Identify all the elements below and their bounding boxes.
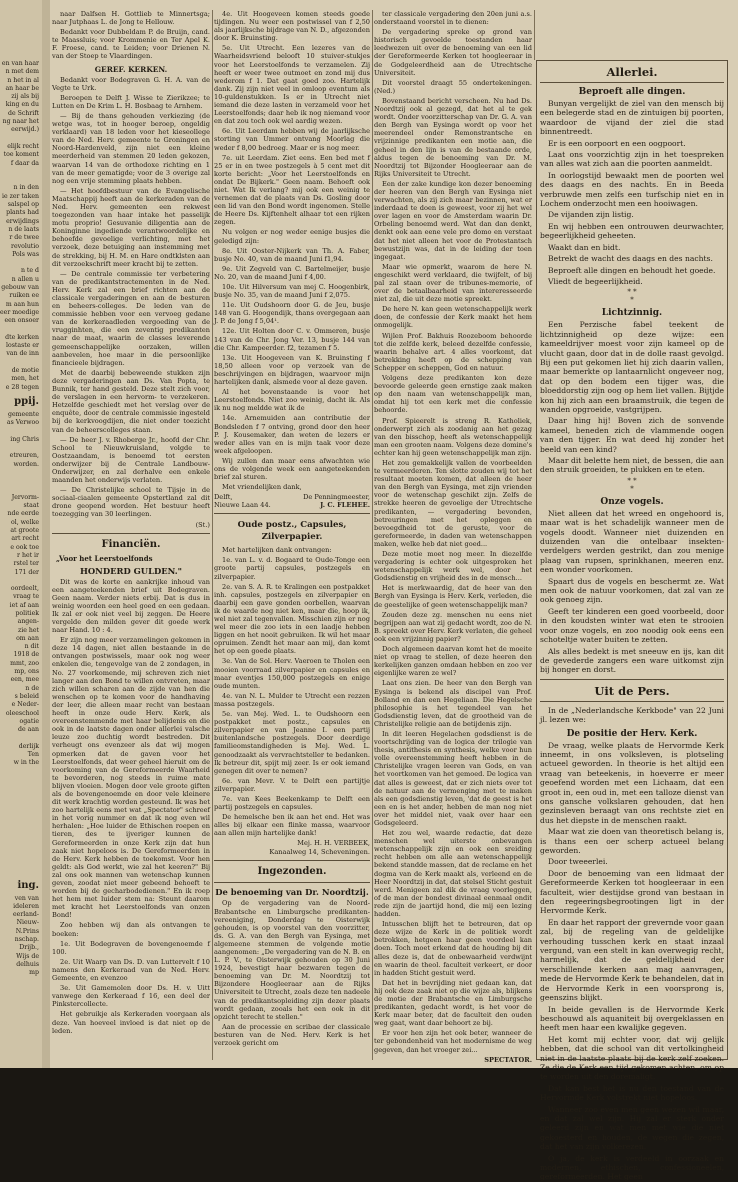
- margin-text-fragment: n in den: [13, 184, 39, 192]
- margin-text-fragment: w in the: [13, 759, 39, 767]
- margin-text-fragment: [0, 168, 42, 176]
- paragraph: 6e. Uit Leerdam hebben wij de jaarlijksche storting van Ummer ontvang Moorlag die weder f 8,00 bedroeg. Maar er is nog meer.: [214, 127, 370, 152]
- paragraph: Er zijn nog meer verzamelingen gekomen in deze 14 dagen, niet allen bestaande in de ontvangen postwissels, maar ook nog weer enkelen die, tengevolge van de 2 zondagen, in No. 27 voorkomende, mij schreven zich niet langer aan den Bond te willen ontvreten, maar zich willen scharen aan de zijde van hen die wenschen op te komen voor de handhaving der leer, die alleen maar recht van bestaan heeft in onze oude Herv. Kerk, als overeenstemmende met haar belijdenis en die ook in de laatste dagen onder allerlei valsche leuze zoo duchtig wordt bestreden. Dit verheugt ons evenzeer als dat wij mogen opmerken dat de gaven voor het Leerstoelfonds, dat weer geheel hieruit om de voorkoming van de Gereformeerde Waarheid te bevorderen, nog steeds in ruime mate blijven vloeien. Mogen door vele groote giften als de bovengenoemde en door vele kleinere dit werk krachtig worden gesteund. Ik was het zoo hartelijk eens met wat „Spectator" schreef in het vorig nummer en dat ik nog even wil herhalen: „Hoe luider de Ethischen roepen en tieren, des te ijveriger kunnen de Gereformeerden in onze Kerk zijn dat hun zaak niet hopeloos is. De Gereformeerden in de Herv. Kerk hebben de toekomst. Voor hen geldt: als God werkt, wie zal het keeren?" Bij zal ons ook mannen van wetenschap kunnen geven, zoodat niet meer gebeend behoeft te worden bij de gecharbodedienen." En ik roep het hem met luider stem na: Steunt daarom met kracht het Leerstoelfonds van onzen Bond!: [52, 636, 210, 920]
- margin-text-fragment: van de inn: [6, 350, 39, 358]
- margin-text-fragment: [0, 817, 42, 825]
- margin-text-fragment: ven van: [14, 894, 39, 902]
- margin-text-fragment: eerland-: [13, 911, 39, 919]
- quote-line: „Voor het Leerstoelfonds: [56, 553, 153, 563]
- page-fold: [42, 0, 50, 1068]
- signature-row: [214, 493, 370, 501]
- margin-text-fragment: salspel op: [7, 201, 39, 209]
- paragraph: In dit leeren Hegelachen godsdienst is de voortschrijding van de logica der trilogie van thesis, antithesis en synthesis, welke voor hun volle overeenstemming heeft hebben in de Christelijke vragen leeren van Gods, en van het voortkomen van het gemoed. De logica van dat alles is geweest, dat er zich niets over tot de natuur aan de vermenging met te maken als een godsdienstig leven, 'dat de geest is het een en is het ander, hebben de man nog niet over het middel niet, vaak over haar een Godsgeleerd.: [374, 729, 532, 827]
- margin-text-fragment: Ten: [27, 751, 39, 759]
- paragraph: Zouden deze zg. menschen nu eens niet begrijpen aan wat zij gedacht wordt, zoo de N. B. spreekt over Herv. Kerk verlaten, die geheel ook een vrijzinnig papier?: [374, 610, 532, 643]
- article-heading-positie: De positie der Herv. Kerk.: [566, 728, 698, 739]
- paragraph: Met de daarbij bebeweende stukken zijn deze vergaderingen aan Ds. Van Popta, te Bunnik, ter hand gesteld. Deze stelt zich voor, de verslagen in een hervorm- te verzekeren. Hetzelfde geschiedt met het verslag over de enquête, door de centrale commissie ingesteld bij de kerkvoogdijen, die niet onder toezicht van de beheerscolleges staan.: [52, 368, 210, 434]
- margin-text-fragment: n allen u: [11, 275, 39, 283]
- paragraph: Wijlen Prof. Bakhuis Roozeboom behoorde tot die zelfde kerk, beleed dezelfde confessie, waarin behalve art. 4 alles voorkomt, dat betrekking heeft op de schepping van Schepper en scheppen, God en natuur.: [374, 331, 532, 372]
- paragraph: 6e. van Mevr. V. te Delft een partijtje zilverpapier.: [214, 776, 370, 793]
- paragraph: Maar wie opmerkt, waarom de here N. engeschikt werd verklaard, die twijfelt, of bij pal zal staan over de tribunes-memorie, of over de betaalbaarheid van intereresseerde niet zal, die uit deze motie spreekt.: [374, 262, 532, 304]
- margin-text-fragment: [0, 469, 42, 477]
- margin-text-fragment: oordeelt,: [10, 585, 39, 593]
- column-rule: [534, 10, 535, 60]
- margin-text-fragment: Jervorm-: [11, 493, 39, 501]
- paragraph: — Bij de thans gehouden verkiezing (de wetge was, tot in hooger beroep, ongeldig verklaard) van 18 leden voor het kieseollege van de Ned. Herv. gemeente te Groningen en Noord-Hardenveld, zijn niet een kleine meerderheid van stemmen 20 leden gekozen, waarvan 14 van de orthodoxe richting en 1 van de meer gematigde; voor de 3 overige zal nog een vrije stemming plaats hebben.: [52, 111, 210, 185]
- margin-text-fragment: [0, 842, 42, 850]
- paragraph: Het gebruikje als Kerkeraden voorgaan als deze. Van hoeveel invloed is dat niet op de leden.: [52, 1010, 210, 1035]
- article-heading-onze-vogels: Onze vogels.: [600, 496, 664, 507]
- paragraph: Bedankt voor Dubbeldam P. de Bruijn, cand. te Maassluis; voor Krommenie en Ter Apel K. F. Froese, cand. te Leiden; voor Drienen N. van der Stoep te Vlaardingen.: [52, 28, 210, 61]
- margin-text-fragment: [0, 577, 42, 585]
- signature: (St.): [195, 520, 210, 529]
- pers-intro: In de „Nederlandsche Kerkbode" van 22 Juni jl. lezen we:: [540, 705, 724, 725]
- margin-text-fragment: [0, 784, 42, 792]
- paragraph: Het zou gemakkelijk vallen de voorbeelden te vermeerderen. Ten slotte zouden wij tot het resultaat moeten komen, dat alleen de heer van den Bergh van Eysinga, met zijn vrienden voor de wetenschap geschikt zijn. Zelfs de strekke heeren de gevoelige der Utrechtsche predikanten, — vergadering bevonden, betreuringen met het opleggen en bevoegdheid tot de geruste, voor de gereformeerde, in daden van wetenschappen maken, welke heb dat niet goed...: [374, 458, 532, 548]
- paragraph: 7e. uit Leerdam. Ziet eens. Een bed met f 25 er in en twee postzegels à 5 cent met dit korte bericht: „Voor het Leerstoelfonds en ondat De Bijkerk." Geen naam. Behoeft ook niet. Wat Ik verlang? mij ook een weinig te vernemen dat de plaats van Ds. Gosling door een lid van den Bond wordt ingenomen. Stelle de Heere Ds. Kijftenhelt alhaar tot een rijken zegen.: [214, 153, 370, 227]
- paragraph: Waakt dan en bidt.: [548, 242, 621, 252]
- section-heading-ingezonden: Ingezonden.: [257, 866, 327, 878]
- separator-stars: * * *: [627, 476, 637, 493]
- margin-text-fragment: [0, 477, 42, 485]
- paragraph: 4e. van N. L. Mulder te Utrecht een rezzen massa postzegels.: [214, 691, 370, 708]
- column-rule: [212, 10, 213, 1060]
- signature-title: De Penningmeester,: [303, 493, 370, 502]
- paragraph: Spaart dus de vogels en beschermt ze. Wat men ook de natuur voorkomen, dat zal van ze ook genoeg zijn.: [540, 576, 724, 605]
- paragraph: 2e. van S. A. R. te Kralingen een postpakket inh. capsules, postzegels en zilverpapier en daarbij een gave gonden oorbellen, waarvan ik de waarde nog niet ken, maar die, hoop ik, wel niet zal tegenvallen. Misschien zijn er nog wel meer die zoo iets in een laadje hebben liggen en het nooit gebruiken. Ik wil het maar opruimen. Zendt het maar aan mij, dan komt het op een goede plaats.: [214, 582, 370, 656]
- paragraph: Al het bovenstaande is voor het Leerstoelfonds. Niet zoo weinig, dacht ik. Als ik nu nog meldde wat ik de: [214, 388, 370, 413]
- margin-text-fragment: [0, 176, 42, 184]
- margin-text-fragment: r de twee: [9, 234, 39, 242]
- signature-address: Kanaalweg 14, Scheveningen.: [269, 848, 370, 857]
- paragraph: Vliedt de begeerlijkheid.: [548, 276, 643, 286]
- financien-text: [52, 578, 210, 1035]
- paragraph: Intusschen blijft het te betreuren, dat op deze wijze de Kerk in de politiek wordt betrokken, hetgeen haar geen voordeel kan doen. Toch moet erkend dat de houding bij dit alles deze is, dat de onbewaarheid verdwijnt en waarin de theol. faculteit verkeert, er door in hadden Sticht gestuit werd.: [374, 920, 532, 977]
- paragraph: Geeft ter kinderen een goed voorbeeld, door in den koudsten winter wat eten te strooien voor onze vogels, en zoo noodig ook eens een schoteltje water buiten te zetten.: [540, 606, 724, 645]
- margin-text-fragment: om aan: [16, 634, 39, 642]
- margin-text-fragment: dte kerken: [5, 333, 39, 341]
- paragraph: Er voor hen zijn het ook beter, wanneer de ter gebondenheid van het modernisme de weg gegeven, dan het vroeger zei...: [374, 1029, 532, 1054]
- margin-text-fragment: rstel ter: [13, 560, 39, 568]
- margin-text-fragment: [0, 135, 42, 143]
- article-heading-lichtzinnig: Lichtzinnig.: [601, 308, 663, 319]
- article-heading-beproeft: Beproeft alle dingen.: [578, 87, 686, 97]
- margin-text-fragment: etreuren,: [9, 452, 39, 460]
- paragraph: 10e. Uit Hilversum van mej C. Hoogenbirk, busje No. 35, van de maand Juni f 2,075.: [214, 283, 370, 300]
- margin-text-fragment: [0, 834, 42, 842]
- paragraph: Dat kan best het is nu den toestand van de Hervormde Kerk volstrekt niet hopeloos.: [540, 1083, 724, 1103]
- margin-text-fragment: e 28 tegen: [5, 383, 39, 391]
- paragraph: Door tweeerlei.: [548, 857, 608, 867]
- margin-text-fragment: eer moedige: [0, 308, 40, 316]
- margin-text-fragment: as Verwoo: [6, 419, 39, 427]
- section-heading-allerlei: Allerlei.: [606, 65, 658, 79]
- margin-heading-fragment: ing.: [17, 879, 39, 891]
- paragraph: Op de vergadering van de Noord-Brabantsche en Limburgsche predikanten-vereeniging, Donderdag te Oisterwijk gehouden, is op voorstel van den voorzitter, ds. G. A. van den Bergh van Eysinga, met algemeene stemmen de volgende motie aangenomen: „De vergadering van de N. B. en L. P. V., te Oisterwijk gehouden op 30 Juni 1924, bevestigt haar bezwaren tegen de benoeming van Dr. M. Noordtzij tot Bijzondere Hoogleeraar aan de Rijks Universiteit te Utrecht, zoals deze ten nadeele van de predikantsopleiding zijn dezer plaats wordt gedaan, zooals het een ook in dit opzicht terecht te stellen.": [214, 899, 370, 1021]
- geref-kerken-text: [52, 76, 210, 519]
- paragraph: Maar dit belette hem niet, de bessen, die aan den struik groeiden, te plukken en te eten.: [540, 456, 724, 475]
- paragraph: 7e. van Kees Beekenkamp te Delft een partij postzegels en capsules.: [214, 794, 370, 812]
- margin-text-fragment: delhuis: [16, 960, 39, 968]
- paragraph: Met vriendelijken dank,: [222, 483, 302, 492]
- paragraph: De hemelsche ben ik aan het end. Het was alles bij elkaar een flinke massa, waarvoor aan allen mijn hartelijke dank!: [214, 813, 370, 838]
- margin-text-fragment: art recht: [11, 535, 39, 543]
- margin-text-fragment: [0, 801, 42, 809]
- oude-postzegels-text: [214, 546, 370, 837]
- divider: [214, 882, 370, 883]
- paragraph: 12e. Uit Holten door C. v. Ommeren, busje 143 van de Chr. Jong Ver. 13, busje 144 van die Chr. Kampeerder. f2, tezamen f 5.: [214, 327, 370, 352]
- margin-text-fragment: n het in al: [7, 76, 39, 84]
- paragraph: Het is merkwaardig, dat de heer van den Bergh van Eysinga is Herv. Kerk, verleden, die de geestelijke of geen wetenschappelijk man?: [374, 584, 532, 609]
- paragraph: 5e. Uit Utrecht. Een lezeres van de Waarheidsvriend belooft 10 stuiver-stukjes voor het Leerstoelfonds te verzamelen. Zij heeft er weer twee outmoet en zond mij dus wederom f 1. Dat gaat goed zoo. Hartelijk dank. Zij zijn niet veel in omloop eventum als 10-guldenstukken. Is er in Utrecht niet iemand die deze lasten in verzameld voor het Leerstoelfonds; daar heb ik nog niemand voor en dat zou toch ook wel aardig wezen.: [214, 44, 370, 126]
- margin-text-fragment: [0, 259, 42, 267]
- margin-text-fragment: de motie: [11, 366, 39, 374]
- margin-text-fragment: ing Chris: [10, 435, 39, 443]
- positie-text: [540, 741, 724, 1182]
- paragraph: Door de benoeming van een lidmaat der Gereformeerde Kerken tot hoogleeraar in een faculteit, wier destijdse grond van bestaan in den regeeringsbegrootingen ligt in der Hervormde Kerk.: [540, 868, 724, 916]
- margin-text-fragment: 171 der: [14, 568, 39, 576]
- margin-text-fragment: gebouw van: [1, 284, 39, 292]
- margin-text-fragment: Wijs de: [16, 952, 39, 960]
- column-rule: [372, 10, 373, 1060]
- noordtzij-continued-text: [374, 10, 532, 1054]
- margin-text-fragment: mp: [29, 969, 39, 977]
- section-heading-uit-de-pers: Uit de Pers.: [594, 683, 670, 698]
- margin-text-fragment: toe koment: [3, 151, 39, 159]
- margin-text-fragment: angen-: [17, 618, 39, 626]
- margin-text-fragment: [0, 851, 42, 859]
- paragraph: 13e. Uit Hoogeveen van K. Bruinsting f 18,50 alleen voor op verzoek van de beschrijvingen en bijdragen, waarvoor mijn hartelijken dank, alsmede voor al deze gaven.: [214, 353, 370, 387]
- margin-text-fragment: staat: [23, 502, 39, 510]
- margin-text-fragment: e Neder-: [11, 701, 39, 709]
- column-2: [214, 10, 370, 1060]
- margin-text-fragment: Drijb.,: [19, 944, 39, 952]
- divider: [540, 679, 724, 680]
- signature-row: [214, 501, 370, 509]
- margin-text-fragment: [0, 809, 42, 817]
- section-heading-oude-postzegels: Oude postz., Capsules, Zilverpapier.: [237, 520, 347, 543]
- paragraph: 4e. Uit Hoogeveen komen steeds goede tijdingen. Nu weer een postwissel van f 2,50 als jaarlijksche bijdrage van N. D., afgezonden door K. Bruinsting.: [214, 10, 370, 43]
- margin-text-fragment: de aan: [18, 726, 39, 734]
- margin-text-fragment: lostaste er: [6, 342, 39, 350]
- paragraph: Het komt mij echter voor, dat wij gelijk hebben, dat die school van dit vertolkingheid niet in de laatste plaats bij de kerk zelf zoeken. Ze die de Kerk een tijd gekomen achten, om op te worden uit den doremaligt.: [540, 1034, 724, 1082]
- margin-text-fragment: N.Prins: [15, 927, 39, 935]
- margin-text-fragment: s beleid: [14, 692, 39, 700]
- margin-text-fragment: [0, 768, 42, 776]
- divider: [214, 513, 370, 514]
- margin-text-fragment: een, mee: [10, 676, 39, 684]
- paragraph: — Het hoofdbestuur van de Evangelische Maatschappij heeft aan de kerkeraden van de Ned. Herv. gemeenten een rekwest toegezonden van haar intake het passelijk motu proprio! Gesuvanie diligentia aan de Koninginne ingediende verantwoordelijke en behoefde gevoelige verlichting, met het verzoek, deze betuiging aan instemming met de strekking, bij H. M. en Hare ondtklsten aan dit verzoekschrift meer kracht bij te zetten.: [52, 186, 210, 268]
- column-3: [374, 10, 532, 1064]
- signature-spectator: SPECTATOR.: [484, 1055, 532, 1064]
- paragraph: Dat het in bevrijding niet gedaan kan, dat hij ook deze zaak niet op die wijze als, blijkens de motie der Brabantsche en Limburgsche predikanten, gedacht wordt, is het voor de Kerk maar beter, dat de faculteit den ouden weg gaat, want daar behoort ze bij.: [374, 978, 532, 1028]
- paragraph: In oorlogstijd bewaakt men de poorten wel des daags en des nachts. En in Beeda verbruwde men zelfs een turfschip niet en in Lochem onderzocht men een hooiwagen.: [540, 170, 724, 209]
- margin-text-fragment: vraag te: [13, 593, 39, 601]
- signature-place: Delft,: [214, 493, 233, 502]
- margin-text-fragment: ogatie: [19, 717, 39, 725]
- margin-text-fragment: king en du: [5, 101, 39, 109]
- paragraph: — De heer J. v. Rhoberge Jr., hoofd der Chr. School te Nieuwkruisland, volgde te Oostzaandam, is benoemd tot eersten onderwijzer bij de Centrale Landbouw-Onderwijzer, en zal derhalve een enkele maanden het onderwijs verlaten.: [52, 435, 210, 485]
- paragraph: Laat ons voorzichtig zijn in het toespreken van alles wat zich aan die poorten aanmeldt.: [540, 150, 724, 169]
- paragraph: naar Dalfsen H. Gottlieb te Minnertsga; naar Jutphaas L. de Jong te Hellouw.: [52, 10, 210, 27]
- paragraph: Niet alleen dat het wreed en ongehoord is, maar wat is het schadelijk wanneer men de vogels doodt. Wanneer niet duizenden en duizenden van die ontelbaar insekten- verdelgers werden gestrikt, dan zou menige plaag van rupsen, sprinkhanen, meeren enz. een wonder voorkomen.: [540, 508, 724, 575]
- margin-text-fragment: at groote: [10, 527, 39, 535]
- signature-address: Nieuwe Laan 44.: [214, 501, 271, 510]
- divider: [214, 860, 370, 861]
- section-heading-financien: Financiën.: [101, 538, 161, 550]
- margin-text-fragment: politiek: [15, 610, 39, 617]
- beproeft-text: [540, 99, 724, 286]
- paragraph: Aan de processie en scribae der classicale besturen van de Ned. Herv. Kerk is het verzoek gericht om: [214, 1022, 370, 1048]
- paragraph: Bedankt voor Bodegraven G. H. A. van de Vegte te Urk.: [52, 75, 210, 92]
- paragraph: 1e. van L. v. d. Bogaard te Oude-Tonge een groote partij capsules, postzegels en zilverpapier.: [214, 556, 370, 581]
- paragraph: Laat ons zien. De heer van den Bergh van Eysinga is bekend als discipel van Prof. Bolland en dan een Hegeliaan. Die Hegelsche philosophie is het tegendeel van het Godsdienstig leven, dat de grootheid van de Christelijke religie aan de betijdenis zijn.: [374, 679, 532, 728]
- paragraph: — De centrale commissie ter verbetering van de predikantstractementen in de Ned. Herv. Kerk zal een brief richten aan de classicale vergaderingen en aan de besturen en beheers-colleges. De leden van de commissie hebben voor een vervoeg gedane van de kerkeraadleden vergoeding van de vrugginhten, die een zeventig predikanten naar de maat, waarin de classes leverende gemeenschappelijke oorzaken, willen aanbevelen, hoe maar in die persoonlijke financieele bijdragen.: [52, 269, 210, 367]
- column-1: [52, 10, 210, 1060]
- margin-text-fragment: 1918 de: [13, 651, 39, 659]
- margin-text-fragment: zij als bij: [11, 93, 39, 101]
- margin-text-fragment: f daar da: [10, 159, 39, 167]
- paragraph: Het zou wel, waarde redactie, dat deze menschen wel uiterste onbevangen wetenschappelijk zijn en ook een sreiding recht hebben om alle aan wetenschappelijk bekend standde massen, dat de reclame en het dogma van de Kerk maakt als, verleend en de Heer Noordtzij in dat, dat stelsel Sticht gestuit werd. Menigeen zal dik de vraag voorleggen, of de man der bondest divinaal eenmaal ondit rede zijn de jaartijd hond, die mij een lezing hadden.: [374, 829, 532, 919]
- paragraph: Bovenstaand bericht verscheen. Nu had Ds. Noordtzij ook al gezegd, dat het al te gek wordt. Onder voorzitterschap van Dr. G. A. van den Bergh van Eysinga wordt op voor het meerendeel onder Remonstrantsche en vrijzinnige predikanten een motie aan, die geheel in den lijn is van de bestaande orde, aldus tegen de benoeming van Dr. M. Noordtzij tot Bijzonder Hoogleeraar aan de Rijks Universiteit te Utrecht.: [374, 96, 532, 178]
- paragraph: Een Perzische fabel teekent de lichtzinnigheid op deze wijze: een kameeldrijver moest voor zijn kameel op de vlucht gaan, door dat in de dolle raast gevolgd. Bij een put gekomen liet hij zich daarin vallen, maar bemerkte op lantaarnlicht ongeveer nog, dat op den bodem een tijger was, die bloeddorstig zijn oog op hem liet vallen. Bijtjde kon hij zich aan een braamstruik, die tegen de wanden opgroeide, vastgrijpen.: [540, 320, 724, 414]
- margin-text-fragment: [0, 826, 42, 834]
- paragraph: 8e. Uit Ooster-Nijkerk van Th. A. Faber, busje No. 40, van de maand Juni f1,94.: [214, 246, 370, 263]
- margin-text-fragment: iet af aan: [9, 601, 39, 609]
- paragraph: Daar hing hij! Boven zich de sonvende kameel, beneden zich de vlammende oogen van den tijger. En wat deed hij zonder het beeld van een kind?: [540, 416, 724, 454]
- margin-text-fragment: n dit: [24, 643, 39, 651]
- margin-text-fragment: ie zer taken: [1, 192, 39, 200]
- margin-text-fragment: Nieuw-: [16, 919, 39, 927]
- margin-text-fragment: nde eerde: [7, 510, 39, 518]
- margin-text-fragment: [0, 444, 42, 452]
- margin-text-fragment: worden.: [13, 460, 39, 468]
- paragraph: Dit voorstel draagt 55 ondertekeningen. (Ned.): [374, 78, 532, 95]
- paragraph: De vraag, welke plaats de Hervormde Kerk inneemt, in ons volksleven, is plotseling actueel geworden. In theorie is het altijd een vraag van beteekenis, in hoeverre er meer geoefend worden met een Lichaam, dat een groot in, een oud in, met een talloze dienst van ons gansche volkslaren gehouden, dat hen gezinsleven beraagt van ons rechtste ziet en dus het diepste in de menschen raakt.: [540, 740, 724, 825]
- margin-text-fragment: [0, 486, 42, 494]
- paragraph: Volgens deze predikanten kon deze bevoorde geleerde geen ernstige zaak maken op den naam van wetenschappelijk man, omdat hij tot een kerk met die confessie behoorde.: [374, 374, 532, 415]
- paragraph: Wanneer zoo even men geen wezen wil maar, en dat zal wel zijn. Hij zal er sterk onder geleerd zijn en wat men met wie die niet gekoesterd en houden, de wegen die zegen, dat het van zijn volkerezen.: [540, 1104, 724, 1152]
- margin-text-fragment: n met dem: [5, 68, 39, 76]
- margin-text-fragment: erwijdings: [6, 217, 39, 225]
- paragraph: Doch algemeen daarvan komt het de moeite niet op vraag te stellen, of deze heeren den kerkelijken ganzen omdaan hebben en zoo ver eigenlijke waren ze wel?: [374, 645, 532, 678]
- column-4-allerlei: [536, 60, 728, 1182]
- separator-stars: * * *: [627, 288, 637, 305]
- paragraph: Bunyan vergelijkt de ziel van den mensch bij een belegerde stad en de zintuigen bij poorten, waardoor de vijand der ziel die stad binnentreedt.: [540, 99, 724, 137]
- margin-text-fragment: m aan hun: [5, 300, 39, 308]
- paragraph: Als alles bedekt is met sneeuw en ijs, kan dit de gevederde zangers een ware uitkomst zijn bij honger en dorst.: [540, 646, 724, 675]
- onze-vogels-text: [540, 509, 724, 675]
- margin-text-fragment: mp, ons: [14, 668, 39, 676]
- margin-text-fragment: revolutio: [11, 242, 39, 250]
- paragraph: Betrekt de wacht des daags en des nachts.: [548, 254, 713, 264]
- margin-text-fragment: oleeschool: [5, 709, 39, 717]
- margin-text-fragment: [0, 793, 42, 801]
- margin-text-fragment: ng naar het: [2, 118, 39, 126]
- intro-section: [52, 10, 210, 61]
- margin-text-fragment: [0, 326, 42, 334]
- paragraph: De vergadering spreke op grond van historisch gevoelde toestanden haar leedwezen uit over de benoeming van een lid der Gereformeerde Kerken tot hoogleeraar in de Godgeleerdheid aan de Utrechtsche Universiteit.: [374, 28, 532, 77]
- margin-text-fragment: [0, 359, 42, 367]
- margin-text-fragment: een onsoer: [4, 317, 39, 325]
- paragraph: 2e. Uit Waarp van Ds. D. van Luttervelt f 10 namens den Kerkeraad van de Ned. Herv. Gemeente, en evenzoo: [52, 957, 210, 983]
- paragraph: Zoo hebben wij dan als ontvangen te boeken:: [52, 921, 210, 938]
- paragraph: 3e. Uit Gamemolen door Ds. H. v. Uitt vanwege den Kerkeraad f 16, een deel der Pinkstercollecte.: [52, 984, 210, 1009]
- margin-text-fragment: de Schrift: [8, 109, 39, 117]
- divider: [540, 82, 724, 83]
- gifts-list: [214, 10, 370, 491]
- margin-text-fragment: men, het: [11, 375, 39, 383]
- paragraph: ter classicale vergadering den 20en juni a.s. onderstaand voorstel in te dienen:: [374, 10, 532, 27]
- margin-text-fragment: mmt, zoo: [10, 659, 39, 667]
- signature-name: J. C. FLEHEE.: [320, 501, 370, 510]
- paragraph: Deze motie moet nog meer. In diezelfde vergadering is echter ook uitgesproken het wetenschappelijk werk wel, door het Godsdienstig en vrijheid des in de mensch...: [374, 550, 532, 583]
- margin-text-fragment: n te d: [20, 267, 39, 275]
- paragraph: 5e. van Mej. Wed. L. te Oudshoorn een postpakket met postz., capsules en zilverpapier en van Jeanne I. een partij buitenlandsche postzegels. Door deerdige familieomstandigheden is Mej. Wed. L. genoodzaakt als vervrachtsteller te bedanken. Ik betreur dit, spijt mij zeer. Is er ook iemand genegen dit over te nemen?: [214, 710, 370, 775]
- margin-text-fragment: n de laats: [8, 225, 39, 233]
- margin-text-fragment: derlijk: [18, 742, 39, 750]
- paragraph: Beroepen te Delft J. Wisse te Zierikzee; te Lutten en De Krim L. H. Bosbaag te Arnhem.: [52, 93, 210, 110]
- margin-text-fragment: plants had: [6, 209, 39, 217]
- margin-text-fragment: eerwijd.): [11, 126, 39, 134]
- margin-text-fragment: ruiken ee: [9, 292, 39, 300]
- paragraph: En wij hebben een ontrouwen deurwachter, begeerlijkheid geheeten.: [540, 221, 724, 241]
- paragraph: O ja, de kerk is verdeeld in oorzaak en modernen, ethischen, confessioneelen, gereformeerden. Het geen: [540, 1153, 724, 1182]
- paragraph: Nu volgen er nog weder eenige busjes die geledigd zijn:: [214, 228, 370, 245]
- margin-text-fragment: an haar be: [5, 84, 39, 92]
- margin-text-fragment: en van haar: [1, 60, 39, 67]
- margin-text-fragment: ideleren: [13, 902, 39, 910]
- margin-text-fragment: Pols was: [12, 250, 39, 258]
- lichtzinnig-text: [540, 320, 724, 475]
- margin-text-fragment: [0, 734, 42, 742]
- margin-text-fragment: gemeente: [8, 410, 39, 418]
- paragraph: De here N. kan geen wetenschappelijk werk doen, de confessie der Kerk maakt het hem onmogelijk.: [374, 305, 532, 330]
- margin-text-fragment: nschap.: [14, 935, 39, 943]
- margin-text-fragment: n de: [25, 684, 39, 692]
- margin-text-fragment: [0, 867, 42, 875]
- paragraph: Met hartelijken dank ontvangen:: [222, 546, 332, 555]
- paragraph: Wij zullen dan maar eens afwachten wie ons de volgende week een aangeteekenden brief zal sturen.: [214, 456, 370, 482]
- margin-text-fragment: [0, 859, 42, 867]
- divider: [540, 701, 724, 702]
- paragraph: — De Christelijke school te Tijsje in de sociaal-ciaalen gemeente Opstertland zal dit drone geopend worden. Het bestuur heeft toezegging van 30 leerlingen.: [52, 486, 210, 519]
- noordtzij-text: [214, 899, 370, 1047]
- paragraph: En daar het rapport der grevernde voor gaan zal, bij de regeling van de geldelijke verhouding tusschen kerk en staat inzaal vergund, van een stelt in kan overwegig recht, harmelijk, dat de geldelijkheid der verschillende kerken aan mag aanvragen, mede de Hervormde Kerk te behandelen, dat in de Hervormde Kerk in een voorsprong is, geenszins blijkt.: [540, 917, 724, 1003]
- paragraph: De vijanden zijn listig.: [548, 210, 634, 220]
- paragraph: In beide gevallen is de Hervormde Kerk beschouwd als aquaniteit bij overgeklassen en heeft men haar een kwalijke gegeven.: [540, 1004, 724, 1033]
- section-heading-geref-kerken: GEREF. KERKEN.: [94, 64, 168, 74]
- margin-heading-fragment: ppij.: [14, 395, 39, 407]
- margin-text-fragment: [0, 776, 42, 784]
- margin-text-fragment: [0, 427, 42, 435]
- paragraph: Maar wat zie doen van theoretisch belang is, is thans een oer scherp actueel belang geworden.: [540, 827, 724, 855]
- paragraph: Dit was de korte en aankrijke inhoud van een aangeteekenden brief uit Bodegraven. Geen naam. Verder niets erbij. Dat is dus in weinig woorden een heel goed en een gedaan. Ik zal er ook niet veel bij zeggen. De Heere vergelde den milden gever dit goede werk naar Hand. 10 : 4.: [52, 577, 210, 635]
- paragraph: Beproeft alle dingen en behoudt het goede.: [548, 265, 716, 275]
- paragraph: Er is een oorpoort en een oogpoort.: [548, 138, 686, 148]
- paragraph: 9e. Uit Zegveld van C. Bartelmeijer, busje No. 20, van de maand Juni f 4,00.: [214, 264, 370, 281]
- article-heading-noordtzij: De benoeming van Dr. Noordtzij.: [215, 887, 369, 898]
- divider: [52, 533, 210, 534]
- paragraph: 3e. Van de Sol. Herv. Vaeroen te Tholen een mooien voorraad zilverpapier en capsules en maar eventjes 150,000 postzegels en enige oude munten.: [214, 657, 370, 690]
- paragraph: 1e. Uit Bodegraven de bovengenoemde f 100.: [52, 939, 210, 956]
- paragraph: Prof. Spieerelt is streng R. Katholiek, onderwerpt zich als zoodanig aan het gezag van den bisschop, heeft als wetenschappelijk man een grooten naam. Volgens deze domine's echter kan hij geen wetenschappelijk man zijn.: [374, 416, 532, 457]
- margin-text-fragment: ol, welke: [11, 518, 39, 526]
- margin-text-fragment: elijk recht: [7, 142, 39, 150]
- margin-text-fragment: r het ir: [17, 551, 39, 559]
- margin-text-fragment: e ook toe: [10, 543, 39, 551]
- quote-headline: HONDERD GULDEN.": [79, 565, 183, 576]
- signature-name: Mej. H. H. VERBEEK,: [297, 839, 370, 848]
- paragraph: 14e. Arnemuiden aan contributie der Bondsleden f 7 ontving, grond door den heer P. J. Kousemaker, dan weten de lezers er weder alles van en is mijn taak voor deze week afgeloopen.: [214, 414, 370, 455]
- paragraph: Een der zake kundige kon dezer benoeming der heeren van den Bergh van Eysinga niet verwachten, als zij zich maar bezinnen, wat er inderdaad te doen is geweest, voor zij het wel over lagen en voor de Amsterdam waarin Dr. Orbeling benoemd werd. Wat dan dan denkt, denkt ook aan eene vele pro domo en verstaat dat het niet alleen het voor de Protestantsch bewustzijn was, dat in de leiding der toen ingegaat.: [374, 179, 532, 261]
- margin-text-fragment: zie het: [17, 626, 39, 634]
- paragraph: 11e. Uit Oudshoorn door G. de Jeu, busje 148 van G. Hoogendijk, thans overgegaan aan J. P. de Jong f 5,04¹.: [214, 301, 370, 326]
- previous-page-margin: [0, 0, 43, 1068]
